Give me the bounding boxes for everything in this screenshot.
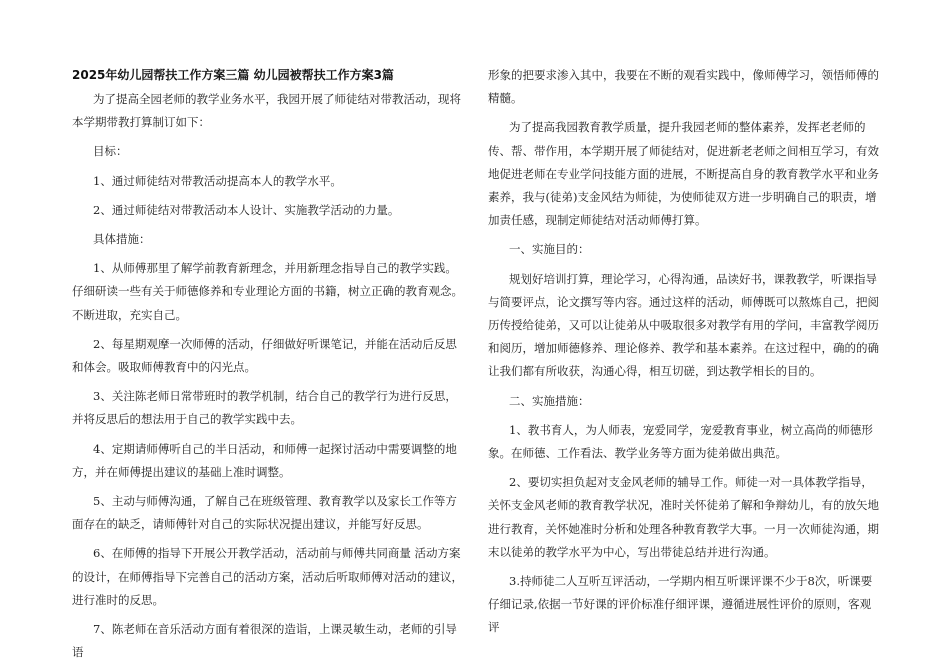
paragraph: 5、主动与师傅沟通，了解自己在班级管理、教育教学以及家长工作等方面存在的缺乏，请师傅针对自己的实际状况提出建议，并能写好反思。 xyxy=(72,494,457,532)
paragraph: 为了提高我园教育教学质量，提升我园老师的整体素养，发挥老老师的传、帮、带作用，本学期开展了师徒结对，促进新老老师之间相互学习，有效地促进老师在专业学问技能方面的进展，不断提高自身的教育教学水平和业务素养，我与(徒弟)支金风结为师徒，为使师徒双方进一步明确自己的职责，增加责任感，现制定师徒结对活动师傅打算。 xyxy=(488,120,879,228)
paragraph: 具体措施： xyxy=(93,232,151,247)
document-title: 2025年幼儿园帮扶工作方案三篇 幼儿园被帮扶工作方案3篇 xyxy=(72,68,394,82)
paragraph: 6、在师傅的指导下开展公开教学活动，活动前与师傅共同商量 活动方案的设计，在师傅指导下完善自己的活动方案，活动后听取师傅对活动的建议，进行准时的反思。 xyxy=(72,546,463,607)
paragraph: 目标： xyxy=(93,144,128,159)
paragraph: 2、每星期观摩一次师傅的活动，仔细做好听课笔记，并能在活动后反思和体会。吸取师傅教育中的闪光点。 xyxy=(72,336,457,375)
paragraph: 4、定期请师傅听自己的半日活动，和师傅一起探讨活动中需要调整的地方，并在师傅提出建议的基础上准时调整。 xyxy=(72,441,457,479)
paragraph: 1、教书育人，为人师表，宠爱同学，宠爱教育事业，树立高尚的师德形象。在师德、工作看法、教学业务等方面为徒弟做出典范。 xyxy=(488,422,873,461)
paragraph: 3.持师徒二人互听互评活动，一学期内相互听课评课不少于8次，听课要仔细记录,依据一节好课的评价标准仔细评课，遵循进展性评价的原则，客观评 xyxy=(488,574,873,635)
paragraph: 形象的把要求渗入其中，我要在不断的观看实践中，像师傅学习，领悟师傅的精髓。 xyxy=(488,68,879,106)
paragraph: 规划好培训打算，理论学习，心得沟通，品读好书，课教教学，听课指导与简要评点，论文撰写等内容。通过这样的活动，师傅既可以熬炼自己，把阅历传授给徒弟，又可以让徒弟从中吸取很多对教学有用的学问，丰富教学阅历和阅历，增加师德修养、理论修养、教学和基本素养。在这过程中，确的的确让我们都有所收获，沟通心得，相互切磋，到达教学相长的目的。 xyxy=(488,271,879,379)
paragraph: 一、实施目的： xyxy=(509,242,590,257)
left-column xyxy=(72,64,467,670)
paragraph: 2、要切实担负起对支金风老师的辅导工作。师徒一对一具体教学指导，关怀支金风老师的教育教学状况，准时关怀徒弟了解和争辩幼儿，有的放矢地进行教育，关怀她准时分析和处理各种教育教学大事。一月一次师徒沟通，期末以徒弟的教学水平为中心，写出带徒总结并进行沟通。 xyxy=(488,475,879,559)
paragraph: 7、陈老师在音乐活动方面有着很深的造诣，上课灵敏生动，老师的引导语 xyxy=(72,622,457,660)
paragraph: 3、关注陈老师日常带班时的教学机制，结合自己的教学行为进行反思，并将反思后的想法用于自己的教学实践中去。 xyxy=(72,389,457,427)
paragraph: 2、通过师徒结对带教活动本人设计、实施教学活动的力量。 xyxy=(93,202,400,217)
paragraph: 为了提高全园老师的教学业务水平，我园开展了师徒结对带教活动，现将本学期带教打算制订如下： xyxy=(72,92,461,130)
right-column xyxy=(488,64,880,646)
paragraph: 1、通过师徒结对带教活动提高本人的教学水平。 xyxy=(93,173,342,188)
paragraph: 二、实施措施： xyxy=(509,393,590,408)
paragraph: 1、从师傅那里了解学前教育新理念，并用新理念指导自己的教学实践。仔细研读一些有关于师德修养和专业理论方面的书籍，树立正确的教育观念。不断进取，充实自己。 xyxy=(72,261,463,322)
